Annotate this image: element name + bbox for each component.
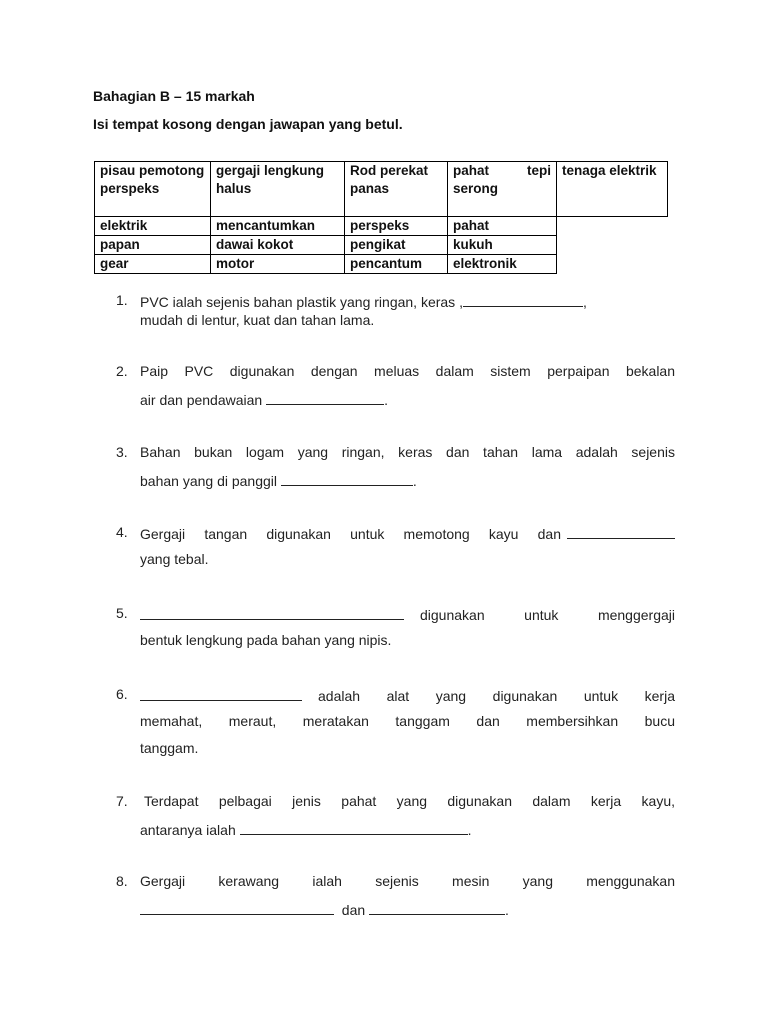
question-text: . <box>505 902 509 918</box>
table-cell-empty <box>557 236 668 255</box>
table-cell: pahat tepi serong <box>448 162 557 217</box>
table-cell: gergaji lengkung halus <box>211 162 345 217</box>
question-number: 3. <box>116 444 128 460</box>
table-row <box>95 236 668 255</box>
table-cell-empty <box>557 255 668 274</box>
table-cell-empty <box>557 217 668 236</box>
answer-blank[interactable] <box>140 686 302 701</box>
answer-blank[interactable] <box>567 524 675 539</box>
table-cell: dawai kokot <box>211 236 345 255</box>
question-text: tanggam. <box>140 740 199 756</box>
answer-blank[interactable] <box>140 605 404 620</box>
table-cell: mencantumkan <box>211 217 345 236</box>
question-text: Paip PVC digunakan dengan meluas dalam sistem perpaipan bekalan <box>140 363 675 379</box>
table-cell: perspeks <box>345 217 448 236</box>
table-cell: papan <box>95 236 211 255</box>
question-text: mudah di lentur, kuat dan tahan lama. <box>140 312 375 328</box>
table-row <box>95 255 668 274</box>
question-text: . <box>412 473 417 489</box>
answer-blank[interactable] <box>240 820 468 835</box>
question-text: memahat, meraut, meratakan tanggam dan membersihkan bucu <box>140 713 675 729</box>
table-cell: pisau pemotong perspeks <box>95 162 211 217</box>
table-cell: pahat <box>448 217 557 236</box>
answer-blank[interactable] <box>266 390 384 405</box>
question-text: bentuk lengkung pada bahan yang nipis. <box>140 632 392 648</box>
table-cell: motor <box>211 255 345 274</box>
table-cell: pencantum <box>345 255 448 274</box>
question-number: 7. <box>116 793 128 809</box>
word-bank-table <box>94 161 668 274</box>
table-row <box>95 162 668 217</box>
question-number: 5. <box>116 605 128 621</box>
table-cell: pengikat <box>345 236 448 255</box>
question-text: digunakan untuk menggergaji <box>420 607 675 623</box>
table-row <box>95 217 668 236</box>
question-text: bahan yang di panggil <box>140 473 278 489</box>
question-text: dan <box>341 902 366 918</box>
question-text: antaranya ialah <box>140 822 236 838</box>
question-text: Bahan bukan logam yang ringan, keras dan tahan lama adalah sejenis <box>140 444 675 460</box>
instruction-text: Isi tempat kosong dengan jawapan yang betul. <box>93 116 403 132</box>
answer-blank[interactable] <box>369 900 505 915</box>
question-text: Gergaji kerawang ialah sejenis mesin yang menggunakan <box>140 873 675 889</box>
question-number: 8. <box>116 873 128 889</box>
question-text: . <box>467 822 472 838</box>
question-text: , <box>582 294 587 310</box>
question-text: yang tebal. <box>140 551 209 567</box>
table-cell: kukuh <box>448 236 557 255</box>
table-cell: elektrik <box>95 217 211 236</box>
answer-blank[interactable] <box>463 292 583 307</box>
section-title: Bahagian B – 15 markah <box>93 88 255 104</box>
answer-blank[interactable] <box>281 471 413 486</box>
answer-blank[interactable] <box>140 900 334 915</box>
table-cell: Rod perekat panas <box>345 162 448 217</box>
table-cell: gear <box>95 255 211 274</box>
question-number: 6. <box>116 686 128 702</box>
question-text: Gergaji tangan digunakan untuk memotong kayu dan <box>140 526 561 542</box>
question-text: PVC ialah sejenis bahan plastik yang ringan, keras , <box>140 294 463 310</box>
question-text: Terdapat pelbagai jenis pahat yang digunakan dalam kerja kayu, <box>144 793 675 809</box>
table-cell: tenaga elektrik <box>557 162 668 217</box>
question-number: 2. <box>116 363 128 379</box>
question-number: 1. <box>116 292 128 308</box>
question-number: 4. <box>116 524 128 540</box>
table-cell: elektronik <box>448 255 557 274</box>
question-text: air dan pendawaian <box>140 392 263 408</box>
question-text: . <box>384 392 388 408</box>
question-text: adalah alat yang digunakan untuk kerja <box>318 688 675 704</box>
